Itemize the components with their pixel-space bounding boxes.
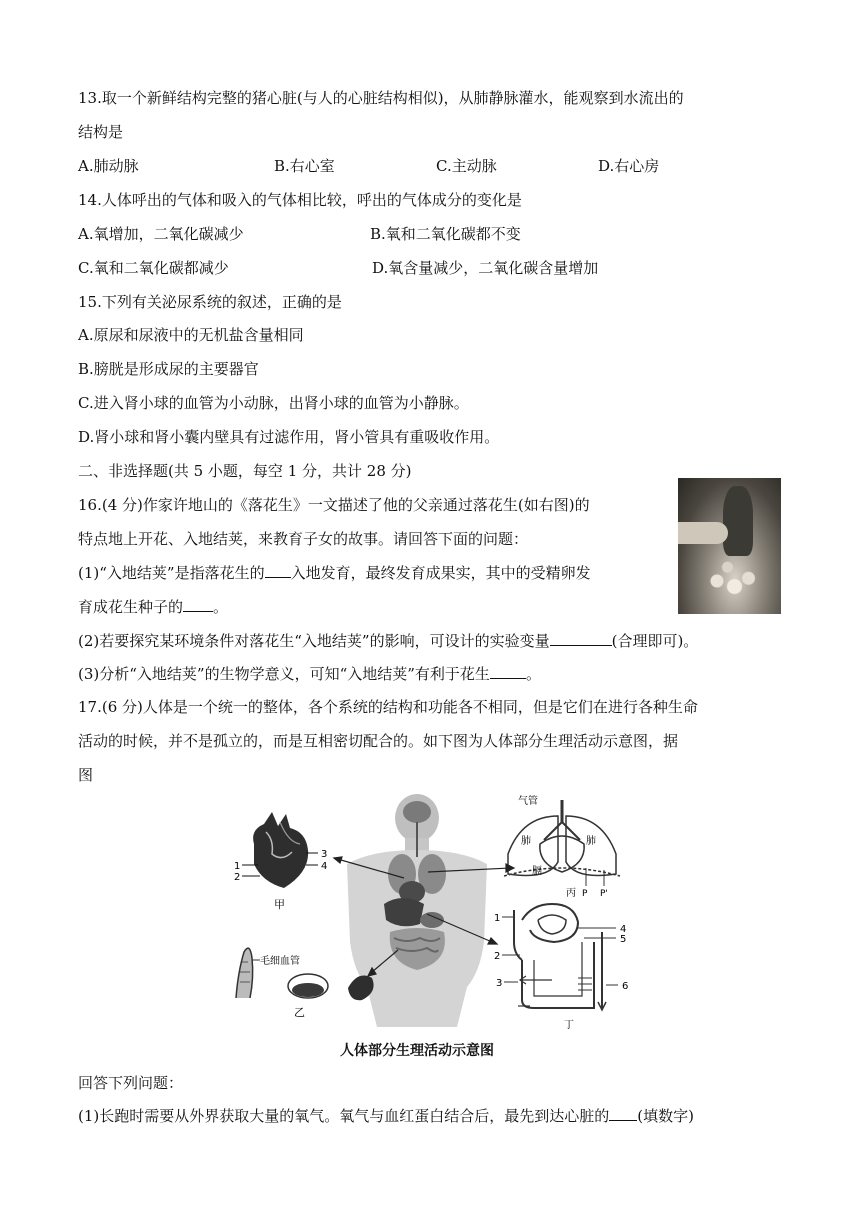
q16-blank-1[interactable] [265, 563, 291, 578]
q16-part1-text-c: 育成花生种子的 [78, 598, 184, 616]
q17-part1-text-a: (1)长跑时需要从外界获取大量的氧气。氧气与血红蛋白结合后，最先到达心脏的 [78, 1107, 610, 1125]
q17-blank-1[interactable] [609, 1106, 637, 1121]
q14-option-d: D.氧含量减少，二氧化碳含量增加 [372, 259, 599, 277]
figure-caption: 人体部分生理活动示意图 [340, 1043, 494, 1059]
q14-option-b: B.氧和二氧化碳都不变 [370, 225, 521, 243]
q15-option-a: A.原尿和尿液中的无机盐含量相同 [78, 326, 304, 344]
nephron-label-2: 2 [494, 951, 501, 962]
nephron-caption: 丁 [564, 1020, 574, 1031]
q13-option-d: D.右心房 [598, 157, 660, 175]
physiology-figure [222, 792, 658, 1068]
heart-label-4: 4 [321, 861, 328, 872]
hand [678, 522, 728, 544]
q17-part1 [78, 1106, 694, 1126]
q15-stem: 15.下列有关泌尿系统的叙述，正确的是 [78, 293, 342, 311]
q16-part1-text-a: (1)“入地结荚”是指落花生的 [78, 564, 265, 582]
pressure-p2-label: P' [600, 889, 608, 899]
diaphragm-label: 膈 [532, 866, 542, 877]
section-heading: 二、非选择题(共 5 小题，每空 1 分，共计 28 分) [78, 462, 412, 480]
q16-blank-4[interactable] [490, 664, 526, 679]
capillary-label: 毛细血管 [260, 956, 300, 967]
q13-option-b: B.右心室 [274, 157, 335, 175]
lung-caption: 丙 [566, 888, 576, 899]
q14-stem: 14.人体呼出的气体和吸入的气体相比较，呼出的气体成分的变化是 [78, 191, 522, 209]
q17-line1: 17.(6 分)人体是一个统一的整体，各个系统的结构和功能各不相同，但是它们在进行各种生命 [78, 698, 698, 716]
q16-part2-text-a: (2)若要探究某环境条件对落花生“入地结荚”的影响，可设计的实验变量 [78, 632, 550, 650]
trachea-label: 气管 [518, 796, 538, 807]
lung-left-label: 肺 [521, 836, 531, 847]
intestine-caption: 乙 [294, 1006, 305, 1019]
q14-option-c: C.氧和二氧化碳都减少 [78, 259, 229, 277]
q16-part3-text-a: (3)分析“入地结荚”的生物学意义，可知“入地结荚”有利于花生 [78, 665, 490, 683]
heart-diagram [234, 812, 327, 911]
nephron-label-5: 5 [620, 934, 627, 945]
q16-blank-2[interactable] [183, 597, 213, 612]
pressure-p-label: P [582, 889, 588, 899]
q16-part1-text-d: 。 [213, 598, 229, 616]
q16-line2: 特点地上开花、入地结荚，来教育子女的故事。请回答下面的问题： [78, 530, 529, 548]
q17-line2: 活动的时候，并不是孤立的，而是互相密切配合的。如下图为人体部分生理活动示意图，据 [78, 732, 679, 750]
lung-right-label: 肺 [586, 836, 596, 847]
q17-part1-text-b: (填数字) [637, 1107, 694, 1125]
q16-blank-3[interactable] [550, 631, 612, 646]
heart-label-2: 2 [234, 872, 241, 883]
q16-part1-cont [78, 597, 228, 617]
q17-answer-prompt: 回答下列问题： [78, 1074, 184, 1092]
heart-caption: 甲 [274, 898, 285, 911]
q13-stem-line2: 结构是 [78, 123, 124, 141]
nephron-label-3: 3 [496, 978, 503, 989]
q15-option-d: D.肾小球和肾小囊内壁具有过滤作用，肾小管具有重吸收作用。 [78, 428, 500, 446]
q16-part1 [78, 563, 591, 583]
q16-part2-text-b: (合理即可)。 [611, 632, 699, 650]
q15-option-b: B.膀胱是形成尿的主要器官 [78, 360, 259, 378]
nephron-label-4: 4 [620, 924, 627, 935]
q16-line1: 16.(4 分)作家许地山的《落花生》一文描述了他的父亲通过落花生(如右图)的 [78, 496, 590, 514]
q16-part3 [78, 664, 541, 684]
q13-option-c: C.主动脉 [436, 157, 497, 175]
peanut-plant-photo [678, 478, 781, 614]
q14-option-a: A.氧增加，二氧化碳减少 [78, 225, 244, 243]
lungs-diagram [504, 794, 620, 899]
q16-part2 [78, 631, 698, 651]
q16-part1-text-b: 入地发育，最终发育成果实，其中的受精卵发 [290, 564, 591, 582]
nephron-diagram [494, 904, 628, 1031]
heart-label-3: 3 [321, 849, 328, 860]
intestine-diagram [236, 948, 374, 1019]
heart-label-1: 1 [234, 861, 241, 872]
q13-option-a: A.肺动脉 [78, 157, 139, 175]
q13-stem-line1: 13.取一个新鲜结构完整的猪心脏(与人的心脏结构相似)，从肺静脉灌水，能观察到水流出的 [78, 89, 684, 107]
q15-option-c: C.进入肾小球的血管为小动脉，出肾小球的血管为小静脉。 [78, 394, 469, 412]
peanut-stem [723, 486, 753, 556]
peanut-pods [696, 548, 766, 603]
nephron-label-6: 6 [622, 981, 629, 992]
q17-line3: 图 [78, 766, 94, 784]
q16-part3-text-b: 。 [525, 665, 541, 683]
nephron-label-1: 1 [494, 913, 501, 924]
